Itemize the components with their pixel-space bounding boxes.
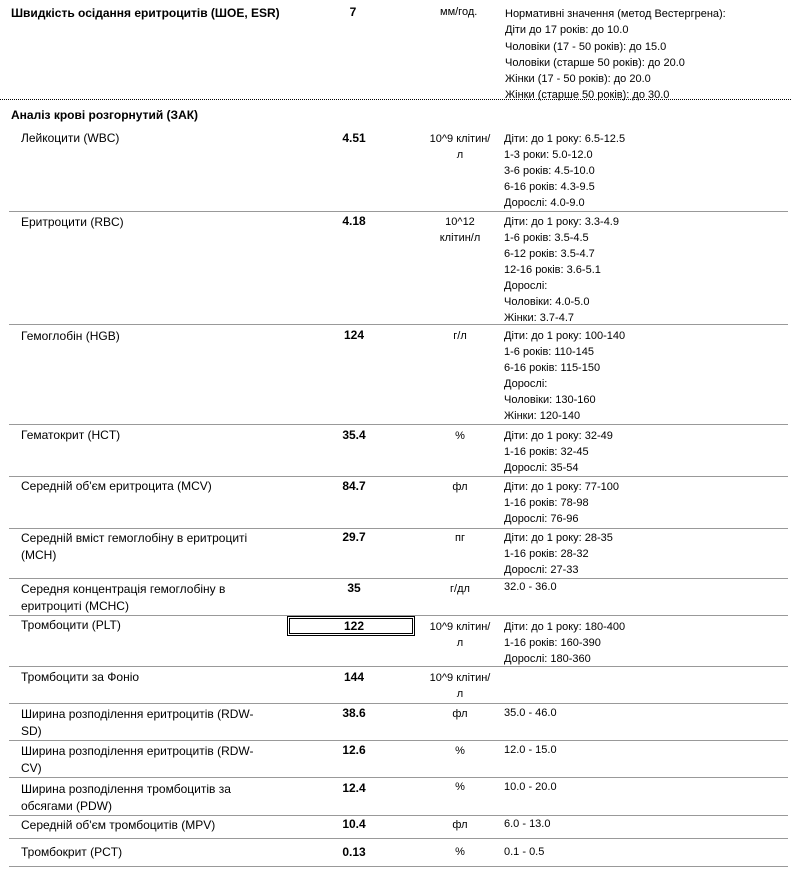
esr-norm-line: Чоловіки (старше 50 років): до 20.0	[505, 56, 685, 69]
result-row-mch	[9, 529, 788, 579]
esr-norm-line: Нормативні значення (метод Вестергрена):	[505, 8, 726, 20]
test-name: Еритроцити (RBC)	[21, 215, 124, 229]
result-row-mpv	[9, 816, 788, 839]
test-name: Ширина розподілення еритроцитів (RDW-CV)	[21, 744, 254, 775]
esr-test-name: Швидкість осідання еритроцитів (ШОЕ, ESR)	[11, 6, 280, 20]
test-name: Тромбоцити (PLT)	[21, 618, 121, 632]
test-reference-range: 10.0 - 20.0	[504, 781, 557, 793]
test-name: Середній об'єм еритроцита (MCV)	[21, 479, 212, 493]
test-value: 38.6	[342, 706, 366, 720]
test-value: 84.7	[342, 479, 366, 493]
test-name: Тромбоцити за Фоніо	[21, 670, 140, 684]
test-unit: 10^12 клітин/л	[439, 216, 481, 244]
test-name: Ширина розподілення тромбоцитів за обсягами (PDW)	[21, 782, 231, 813]
test-value: 124	[343, 328, 365, 342]
esr-norm-line: Діти до 17 років: до 10.0	[505, 24, 629, 37]
test-name: Середній об'єм тромбоцитів (MPV)	[21, 818, 216, 832]
test-reference-range: 6.0 - 13.0	[504, 818, 551, 830]
test-unit: 10^9 клітин/л	[429, 133, 491, 161]
test-unit: 10^9 клітин/л	[429, 672, 491, 700]
result-row-pct	[9, 839, 788, 867]
test-reference-range: Діти: до 1 року: 3.3-4.9 1-6 років: 3.5-4.5 6-12 років: 3.5-4.7 12-16 років: 3.6-5.1 Дорослі: Чоловіки: 4.0-5.0 Жінки: 3.7-4.7	[504, 216, 619, 324]
esr-unit: мм/год.	[440, 6, 478, 18]
esr-norm-line: Жінки (старше 50 років): до 30.0	[505, 89, 670, 102]
test-unit: 10^9 клітин/л	[429, 621, 491, 649]
test-unit: %	[455, 745, 465, 757]
test-reference-range: 35.0 - 46.0	[504, 707, 557, 719]
test-name: Гематокрит (HCT)	[21, 428, 121, 442]
test-unit: %	[455, 781, 465, 793]
result-row-plt	[9, 616, 788, 667]
test-reference-range: 12.0 - 15.0	[504, 744, 557, 756]
result-row-pdw	[9, 778, 788, 816]
test-name: Лейкоцити (WBC)	[21, 131, 120, 145]
test-name: Середній вміст гемоглобіну в еритроциті (MCH)	[21, 531, 248, 562]
result-row-plt-fonio	[9, 667, 788, 704]
test-reference-range: 0.1 - 0.5	[504, 846, 545, 858]
test-value: 4.51	[342, 131, 366, 145]
section-title: Аналіз крові розгорнутий (ЗАК)	[11, 108, 199, 122]
test-value: 35	[347, 581, 361, 595]
test-value: 10.4	[342, 817, 366, 831]
test-unit: фл	[452, 481, 468, 493]
test-reference-range: Діти: до 1 року: 180-400 1-16 років: 160-390 Дорослі: 180-360	[504, 621, 626, 665]
test-reference-range: Діти: до 1 року: 32-49 1-16 років: 32-45 Дорослі: 35-54	[504, 430, 613, 474]
test-unit: фл	[452, 819, 468, 831]
result-row-rdw-cv	[9, 741, 788, 778]
esr-norm-line: Чоловіки (17 - 50 років): до 15.0	[505, 40, 667, 53]
result-row-hct	[9, 425, 788, 477]
test-value: 29.7	[342, 530, 366, 544]
test-reference-range: Діти: до 1 року: 28-35 1-16 років: 28-32 Дорослі: 27-33	[504, 532, 613, 576]
test-name: Середня концентрація гемоглобіну в еритроциті (MCHC)	[21, 582, 226, 613]
test-reference-range: Діти: до 1 року: 100-140 1-6 років: 110-145 6-16 років: 115-150 Дорослі: Чоловіки: 130-160 Жінки: 120-140	[504, 330, 626, 422]
test-reference-range: Діти: до 1 року: 77-100 1-16 років: 78-98 Дорослі: 76-96	[504, 481, 619, 525]
test-value: 144	[343, 670, 365, 684]
result-row-mcv	[9, 477, 788, 529]
test-value: 122	[343, 619, 365, 633]
section-divider	[0, 99, 791, 100]
esr-reference-ranges	[505, 6, 726, 104]
result-row-mchc	[9, 579, 788, 616]
test-name: Тромбокрит (PCT)	[21, 845, 123, 859]
esr-norm-line: Жінки (17 - 50 років): до 20.0	[505, 73, 651, 86]
result-row-rdw-sd	[9, 704, 788, 741]
test-unit: фл	[452, 708, 468, 720]
test-reference-range: Діти: до 1 року: 6.5-12.5 1-3 роки: 5.0-12.0 3-6 років: 4.5-10.0 6-16 років: 4.3-9.5 Дорослі: 4.0-9.0	[504, 133, 626, 209]
test-unit: г/л	[453, 330, 467, 342]
esr-value: 7	[349, 5, 357, 19]
result-row-hgb	[9, 325, 788, 425]
test-name: Гемоглобін (HGB)	[21, 329, 120, 343]
result-row-rbc	[9, 212, 788, 325]
test-value: 4.18	[342, 214, 366, 228]
test-name: Ширина розподілення еритроцитів (RDW-SD)	[21, 707, 254, 738]
test-unit: %	[455, 846, 465, 858]
test-unit: %	[455, 430, 465, 442]
test-value: 12.6	[342, 743, 366, 757]
test-value: 35.4	[342, 428, 366, 442]
test-unit: г/дл	[450, 583, 470, 595]
test-unit: пг	[455, 532, 465, 544]
test-value: 12.4	[342, 781, 366, 795]
test-reference-range: 32.0 - 36.0	[504, 581, 557, 593]
result-row-wbc	[9, 128, 788, 212]
test-value: 0.13	[342, 845, 366, 859]
